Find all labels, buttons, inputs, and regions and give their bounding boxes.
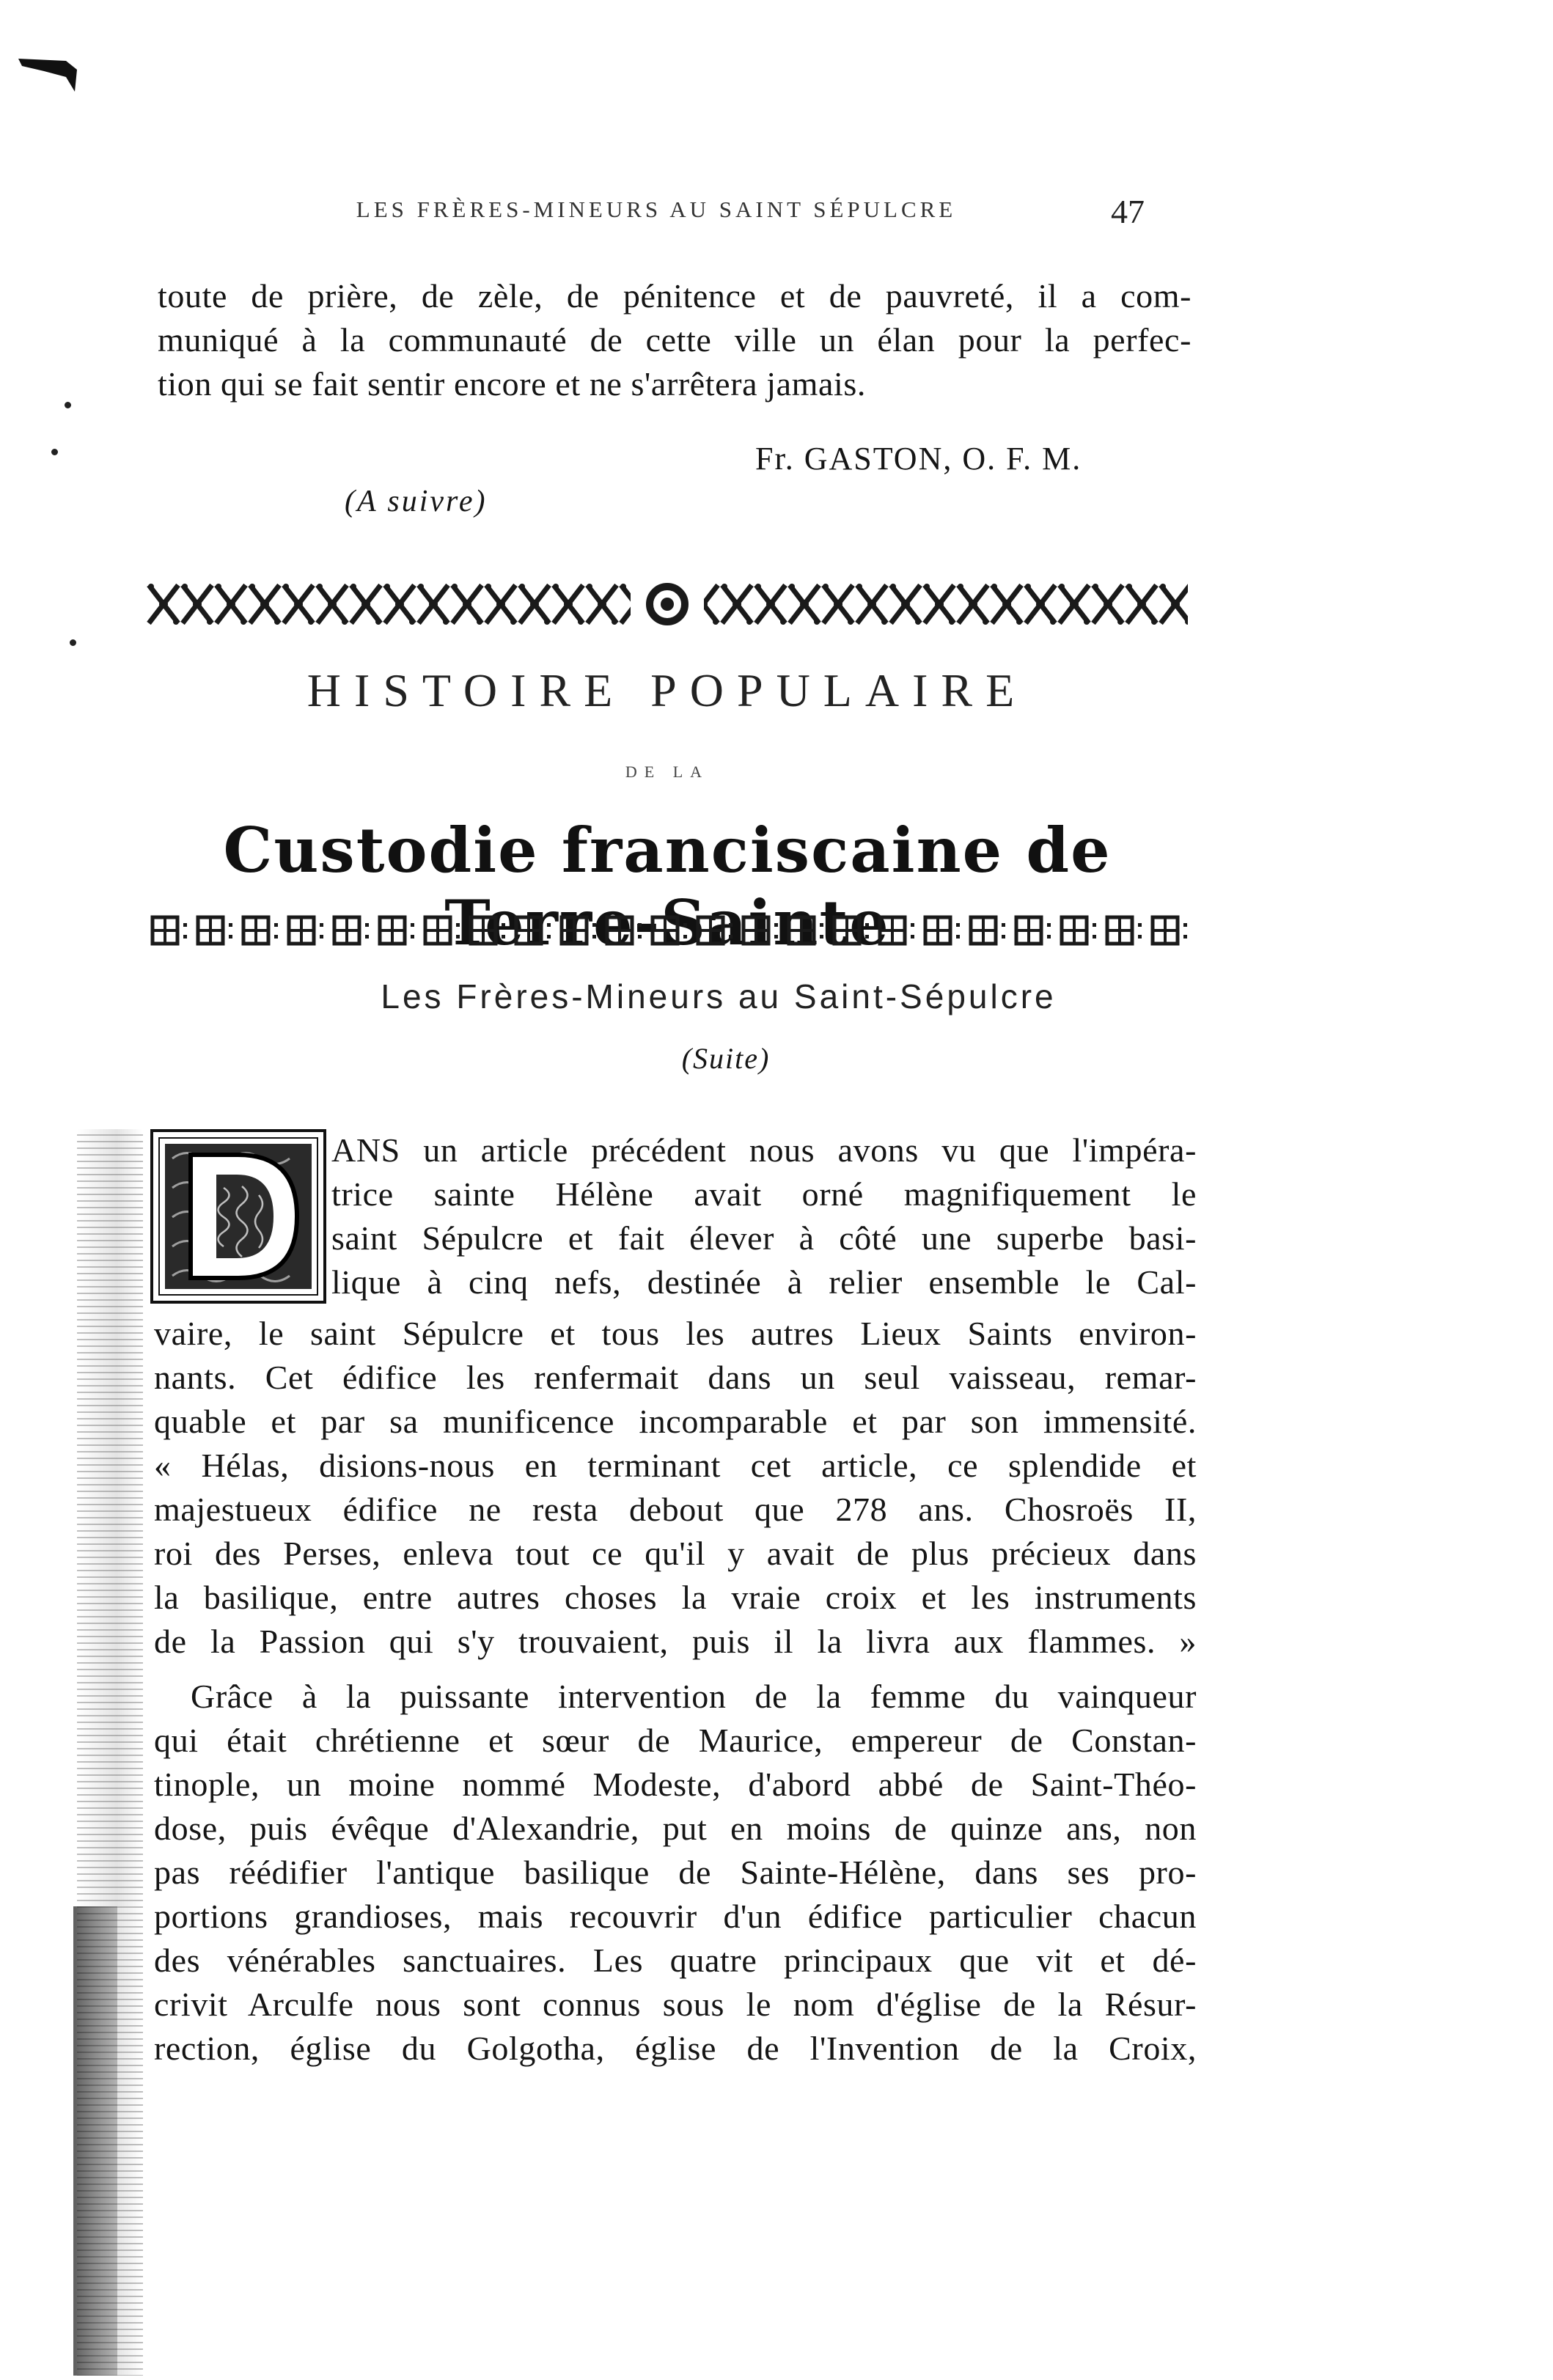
text-line: des vénérables sanctuaires. Les quatre principaux que vit et dé- — [154, 1942, 1197, 1979]
section-title: Les Frères-Mineurs au Saint-Sépulcre — [381, 977, 1057, 1015]
margin-dot — [70, 639, 76, 646]
text-line: toute de prière, de zèle, de pénitence et de pauvreté, il a com- — [158, 277, 1192, 315]
decorated-initial-d — [150, 1129, 326, 1304]
text-line: tion qui se fait sentir encore et ne s'arrêtera jamais. — [158, 365, 867, 403]
text-line: de la Passion qui s'y trouvaient, puis il la livra aux flammes. » — [154, 1623, 1197, 1660]
article-series-title: HISTOIRE POPULAIRE — [306, 664, 1028, 716]
text-line: portions grandioses, mais recouvrir d'un édifice particulier chacun — [154, 1898, 1197, 1935]
text-line: dose, puis évêque d'Alexandrie, put en moins de quinze ans, non — [154, 1810, 1197, 1847]
text-line: qui était chrétienne et sœur de Maurice, empereur de Constan- — [154, 1722, 1197, 1759]
text-line: Grâce à la puissante intervention de la femme du vainqueur — [191, 1678, 1197, 1715]
running-head: LES FRÈRES-MINEURS AU SAINT SÉPULCRE — [356, 197, 957, 222]
page-number: 47 — [1111, 193, 1145, 230]
text-line: saint Sépulcre et fait élever à côté une superbe basi- — [331, 1219, 1197, 1257]
text-line: rection, église du Golgotha, église de l'Invention de la Croix, — [154, 2030, 1197, 2067]
margin-dot — [65, 402, 71, 408]
text-line: ANS un article précédent nous avons vu que l'impéra- — [331, 1131, 1197, 1169]
blackletter-subtitle: Custodie franciscaine de — [223, 814, 1112, 886]
text-line: « Hélas, disions-nous en terminant cet article, ce splendide et — [154, 1447, 1197, 1484]
text-line: roi des Perses, enleva tout ce qu'il y avait de plus précieux dans — [154, 1535, 1197, 1572]
continued-label: (Suite) — [681, 1042, 771, 1075]
gutter-shadow — [73, 1906, 117, 2376]
text-line: pas réédifier l'antique basilique de Sainte-Hélène, dans ses pro- — [154, 1854, 1197, 1891]
text-line: lique à cinq nefs, destinée à relier ensemble le Cal- — [331, 1263, 1197, 1301]
text-line: quable et par sa munificence incomparable et par son immensité. — [154, 1403, 1197, 1440]
text-line: vaire, le saint Sépulcre et tous les autres Lieux Saints environ- — [154, 1315, 1197, 1352]
title-connector: DE LA — [625, 763, 710, 781]
to-be-continued: (A suivre) — [345, 485, 488, 518]
ornamental-band — [147, 913, 1188, 948]
text-line: nants. Cet édifice les renfermait dans un seul vaisseau, remar- — [154, 1359, 1197, 1396]
author-signature: Fr. GASTON, O. F. M. — [755, 441, 1082, 477]
text-line: tinople, un moine nommé Modeste, d'abord abbé de Saint-Théo- — [154, 1766, 1197, 1803]
text-line: muniqué à la communauté de cette ville un élan pour la perfec- — [158, 321, 1192, 359]
text-line: crivit Arculfe nous sont connus sous le nom d'église de la Résur- — [154, 1986, 1197, 2023]
text-line: trice sainte Hélène avait orné magnifiquement le — [331, 1175, 1197, 1213]
text-line: majestueux édifice ne resta debout que 278 ans. Chosroës II, — [154, 1491, 1197, 1528]
margin-dot — [51, 449, 58, 455]
text-line: la basilique, entre autres choses la vraie croix et les instruments — [154, 1579, 1197, 1616]
scan-corner-mark — [15, 55, 81, 99]
ornamental-band — [147, 579, 1188, 629]
